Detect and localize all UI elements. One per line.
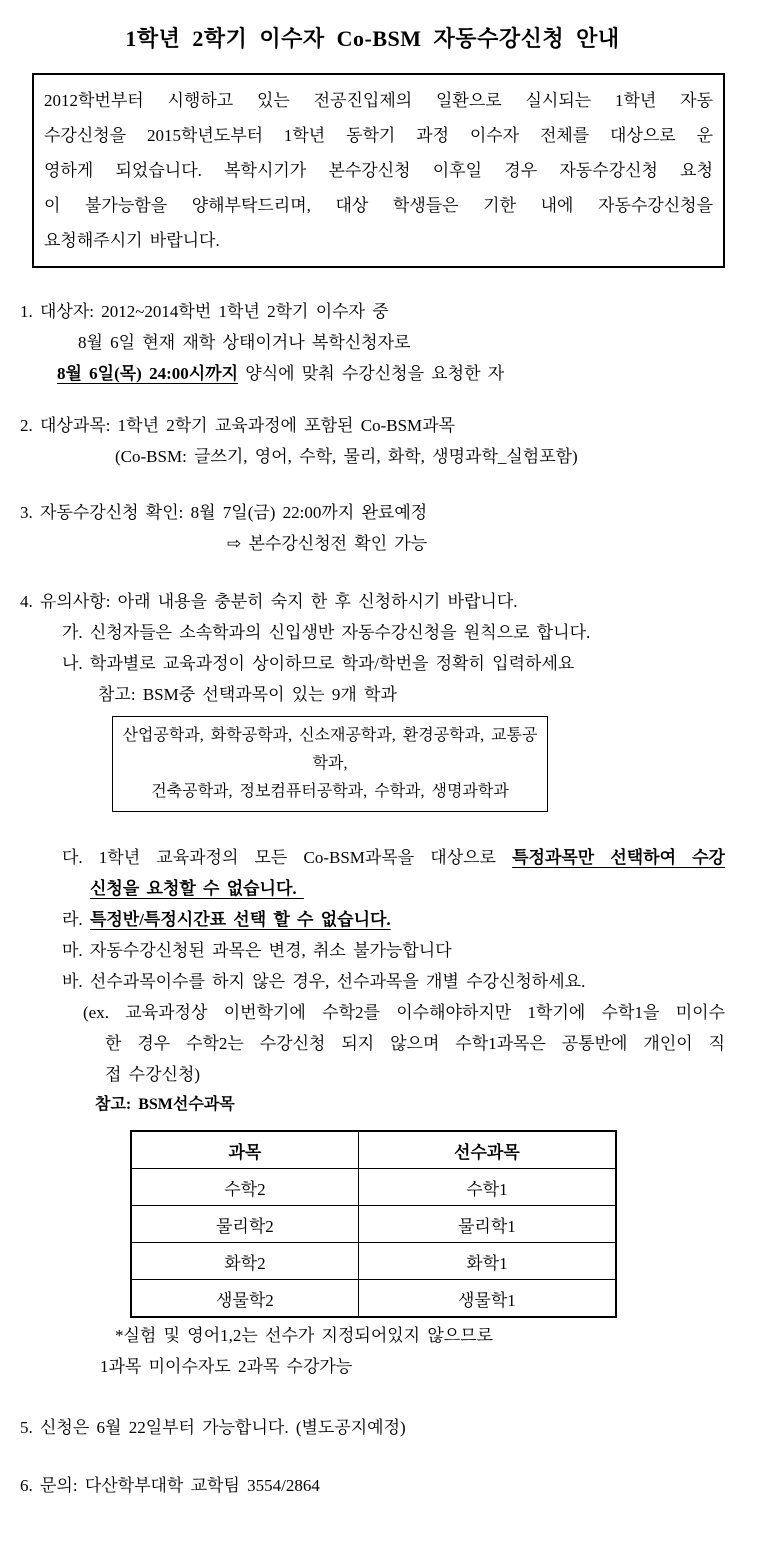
- table-cell: 생물학2: [131, 1280, 358, 1318]
- caution-item-da-emphasis-2: 신청을 요청할 수 없습니다.: [90, 879, 304, 898]
- section-2-heading: 2. 대상과목: 1학년 2학기 교육과정에 포함된 Co-BSM과목: [20, 416, 455, 435]
- caution-item-ra-emphasis: 특정반/특정시간표 선택 할 수 없습니다.: [89, 910, 391, 929]
- caution-item-da-line-2: [20, 873, 725, 904]
- prerequisite-note: 참고: BSM선수과목: [95, 1096, 235, 1113]
- caution-item-ra-label: 라.: [62, 910, 83, 929]
- intro-line: 수강신청을 2015학년도부터 1학년 동학기 과정 이수자 전체를 대상으로 운: [44, 126, 713, 145]
- section-2-line-2: (Co-BSM: 글쓰기, 영어, 수학, 물리, 화학, 생명과학_실험포함): [115, 447, 578, 466]
- table-footnote: *실험 및 영어1,2는 선수가 지정되어있지 않으므로: [115, 1326, 494, 1345]
- section-1-line-3: [20, 358, 725, 389]
- table-row: [131, 1280, 616, 1318]
- intro-line: 이 불가능함을 양해부탁드리며, 대상 학생들은 기한 내에 자동수강신청을: [44, 196, 713, 215]
- section-target-courses: [20, 410, 725, 472]
- caution-item-da-text: 1학년 교육과정의 모든 Co-BSM과목을 대상으로: [82, 848, 513, 867]
- intro-line: 2012학번부터 시행하고 있는 전공진입제의 일환으로 실시되는 1학년 자동: [44, 91, 713, 110]
- caution-item-ga: 가. 신청자들은 소속학과의 신입생반 자동수강신청을 원칙으로 합니다.: [62, 623, 591, 642]
- caution-item-da-emphasis: 특정과목만 선택하여 수강: [512, 848, 725, 867]
- table-cell: 물리학1: [358, 1206, 616, 1243]
- section-eligibility: [20, 296, 725, 389]
- section-4-heading: 4. 유의사항: 아래 내용을 충분히 숙지 한 후 신청하시기 바랍니다.: [20, 592, 518, 611]
- section-cautions: [20, 586, 725, 1382]
- example-line: 접 수강신청): [105, 1065, 201, 1084]
- caution-item-da-label: 다.: [62, 848, 83, 867]
- table-cell: 화학2: [131, 1243, 358, 1280]
- table-header-cell-prerequisite: 선수과목: [358, 1131, 616, 1169]
- caution-item-ma: 마. 자동수강신청된 과목은 변경, 취소 불가능합니다: [62, 941, 452, 960]
- caution-item-ra: [20, 904, 725, 935]
- departments-note: 참고: BSM중 선택과목이 있는 9개 학과: [98, 685, 397, 704]
- section-5-schedule: 5. 신청은 6월 22일부터 가능합니다. (별도공지예정): [20, 1418, 406, 1437]
- table-row: [131, 1243, 616, 1280]
- section-3-note: 본수강신청전 확인 가능: [248, 534, 428, 553]
- table-footnote: 1과목 미이수자도 2과목 수강가능: [100, 1357, 353, 1376]
- departments-box: [112, 716, 548, 812]
- section-1-heading: 1. 대상자: 2012~2014학번 1학년 2학기 이수자 중: [20, 302, 389, 321]
- arrow-right-icon: ⇨: [227, 534, 242, 554]
- prerequisite-table: [130, 1130, 617, 1318]
- table-cell: 생물학1: [358, 1280, 616, 1318]
- section-6-contact: 6. 문의: 다산학부대학 교학팀 3554/2864: [20, 1476, 320, 1495]
- caution-item-da-line-1: [20, 842, 725, 873]
- caution-item-na: 나. 학과별로 교육과정이 상이하므로 학과/학번을 정확히 입력하세요: [62, 654, 575, 673]
- table-header-cell-course: 과목: [131, 1131, 358, 1169]
- caution-item-ba: 바. 선수과목이수를 하지 않은 경우, 선수과목을 개별 수강신청하세요.: [62, 972, 586, 991]
- section-1-line-3-rest: 양식에 맞춰 수강신청을 요청한 자: [238, 364, 505, 383]
- table-header-row: [131, 1131, 616, 1169]
- section-3-heading: 3. 자동수강신청 확인: 8월 7일(금) 22:00까지 완료예정: [20, 503, 428, 522]
- example-line: (ex. 교육과정상 이번학기에 수학2를 이수해야하지만 1학기에 수학1을 미이수: [83, 1003, 725, 1022]
- page-title: 1학년 2학기 이수자 Co-BSM 자동수강신청 안내: [125, 26, 620, 51]
- example-line: 한 경우 수학2는 수강신청 되지 않으며 수학1과목은 공통반에 개인이 직: [105, 1034, 725, 1053]
- table-cell: 수학1: [358, 1169, 616, 1206]
- intro-line: 영하게 되었습니다. 복학시기가 본수강신청 이후일 경우 자동수강신청 요청: [44, 161, 713, 180]
- intro-line: 요청해주시기 바랍니다.: [44, 231, 220, 250]
- departments-line: 건축공학과, 정보컴퓨터공학과, 수학과, 생명과학과: [151, 783, 509, 800]
- section-1-line-2: 8월 6일 현재 재학 상태이거나 복학신청자로: [78, 333, 411, 352]
- table-row: [131, 1169, 616, 1206]
- table-cell: 화학1: [358, 1243, 616, 1280]
- table-row: [131, 1206, 616, 1243]
- intro-box: [32, 73, 725, 268]
- table-cell: 수학2: [131, 1169, 358, 1206]
- table-cell: 물리학2: [131, 1206, 358, 1243]
- deadline-emphasis: 8월 6일(목) 24:00시까지: [57, 364, 239, 383]
- departments-line: 산업공학과, 화학공학과, 신소재공학과, 환경공학과, 교통공학과,: [122, 727, 538, 772]
- section-3-line-2: [20, 528, 725, 560]
- section-confirmation: [20, 497, 725, 560]
